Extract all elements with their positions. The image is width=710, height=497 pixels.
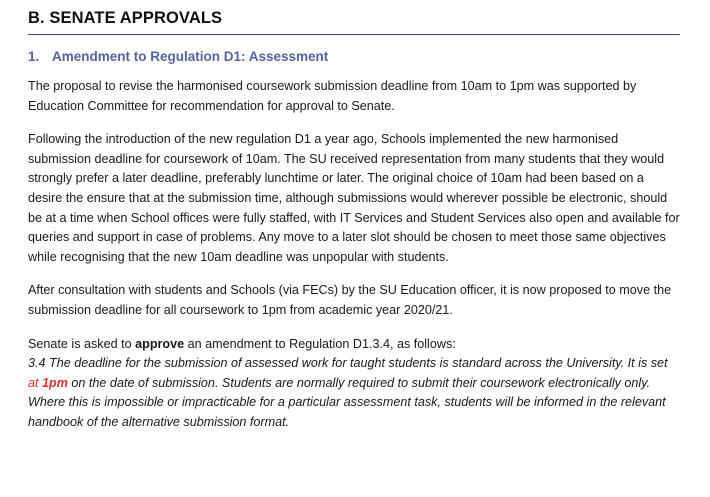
regulation-text <box>28 354 680 432</box>
document-page <box>28 0 680 433</box>
section-heading: B. SENATE APPROVALS <box>28 9 680 35</box>
regulation-text-part2: on the date of submission. Students are normally required to submit their coursework electronically only. Where this is impossible or impracticable for a particular assessment task, students will be informed in the relevant handbook of the alternative submission format. <box>28 375 666 429</box>
regulation-inserted-at: at <box>28 375 39 390</box>
regulation-inserted-time: 1pm <box>42 375 68 390</box>
item-heading <box>28 49 680 64</box>
senate-request-text-start: Senate is asked to <box>28 336 136 351</box>
paragraph-proposal: The proposal to revise the harmonised coursework submission deadline from 10am to 1pm was supported by Education Committee for recommendation for approval to Senate. <box>28 79 637 113</box>
item-title: Amendment to Regulation D1: Assessment <box>52 49 329 64</box>
senate-request-text-end: an amendment to Regulation D1.3.4, as follows: <box>184 336 456 351</box>
senate-request-approve: approve <box>135 336 185 351</box>
paragraph-consultation: After consultation with students and Schools (via FECs) by the SU Education officer, it is now proposed to move the submission deadline for all coursework to 1pm from academic year 2020/21. <box>28 283 672 317</box>
regulation-text-part1: 3.4 The deadline for the submission of assessed work for taught students is standard across the University. It is set <box>28 356 668 371</box>
paragraph-senate-request <box>28 335 680 355</box>
item-number: 1. <box>28 49 40 64</box>
paragraph-background: Following the introduction of the new regulation D1 a year ago, Schools implemented the new harmonised submission deadline for coursework of 10am. The SU received representation from many students that they would strongly prefer a later deadline, preferably lunchtime or later. The original choice of 10am had been based on a desire the ensure that at the submission time, although submissions would wherever possible be electronic, should be at a time when School offices were fully staffed, with IT Services and Student Services also open and available for queries and support in case of problems. Any move to a later slot should be chosen to meet those same objectives while recognising that the new 10am deadline was unpopular with students. <box>28 132 680 264</box>
